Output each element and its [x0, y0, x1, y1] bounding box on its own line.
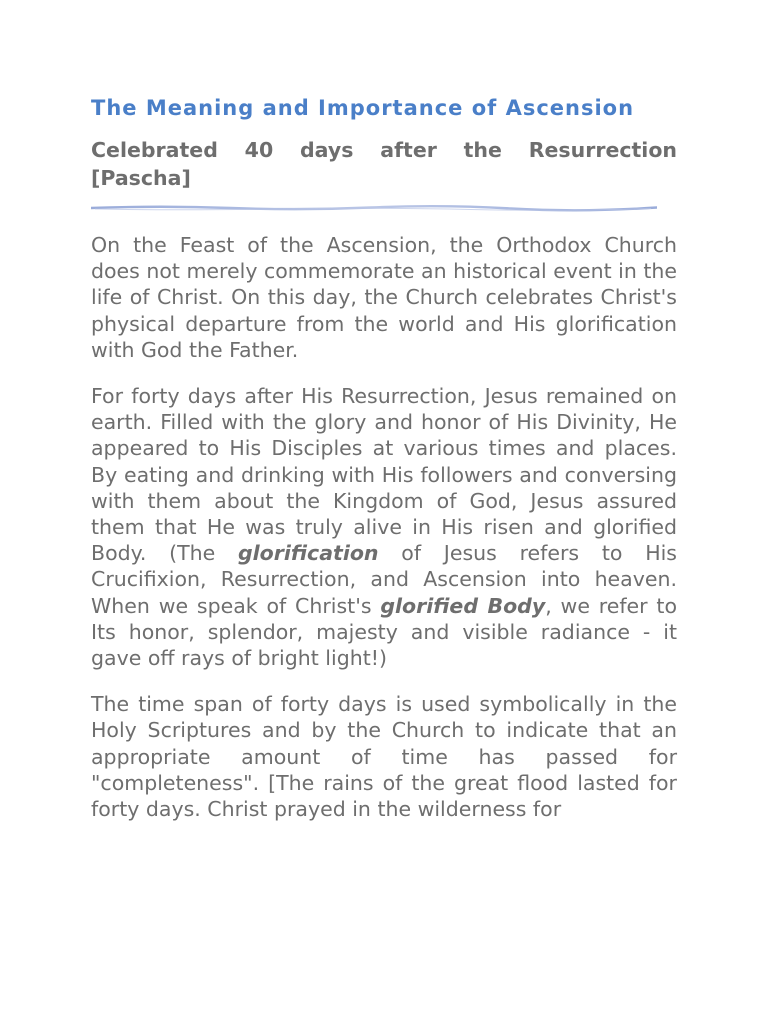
- emphasis-glorified-body: glorified Body: [380, 593, 546, 618]
- page-subtitle: Celebrated 40 days after the Resurrection [Pascha]: [91, 138, 677, 190]
- document-page: [91, 92, 677, 822]
- paragraph-ascension-feast: On the Feast of the Ascension, the Orthodox Church does not merely commemorate an historical event in the life of Christ. On this day, the Church celebrates Christ's physical departure from the world and His glorification with God the Father.: [91, 233, 677, 362]
- decorative-divider: [91, 204, 657, 212]
- paragraph-forty-days: [91, 383, 677, 671]
- paragraph-text: For forty days after His Resurrection, Jesus remained on earth. Filled with the glory and honor of His Divinity, He appeared to His Disciples at various times and places. By eating and drinking with His followers and conversing with them about the Kingdom of God, Jesus assured them that He was truly alive in His risen and glorified Body. (The: [91, 384, 677, 566]
- paragraph-symbolism: The time span of forty days is used symbolically in the Holy Scriptures and by the Church to indicate that an appropriate amount of time has passed for "completeness". [The rains of the great flood lasted for forty days. Christ prayed in the wilderness for: [91, 692, 677, 822]
- paragraph-text: of Jesus refers to His Crucifixion, Resurrection, and Ascension into heaven. When we speak of Christ's: [91, 541, 677, 618]
- page-title: The Meaning and Importance of Ascension: [91, 96, 635, 120]
- emphasis-glorification: glorification: [237, 541, 379, 566]
- paragraph-text: , we refer to Its honor, splendor, majesty and visible radiance - it gave off rays of bright light!): [91, 593, 678, 671]
